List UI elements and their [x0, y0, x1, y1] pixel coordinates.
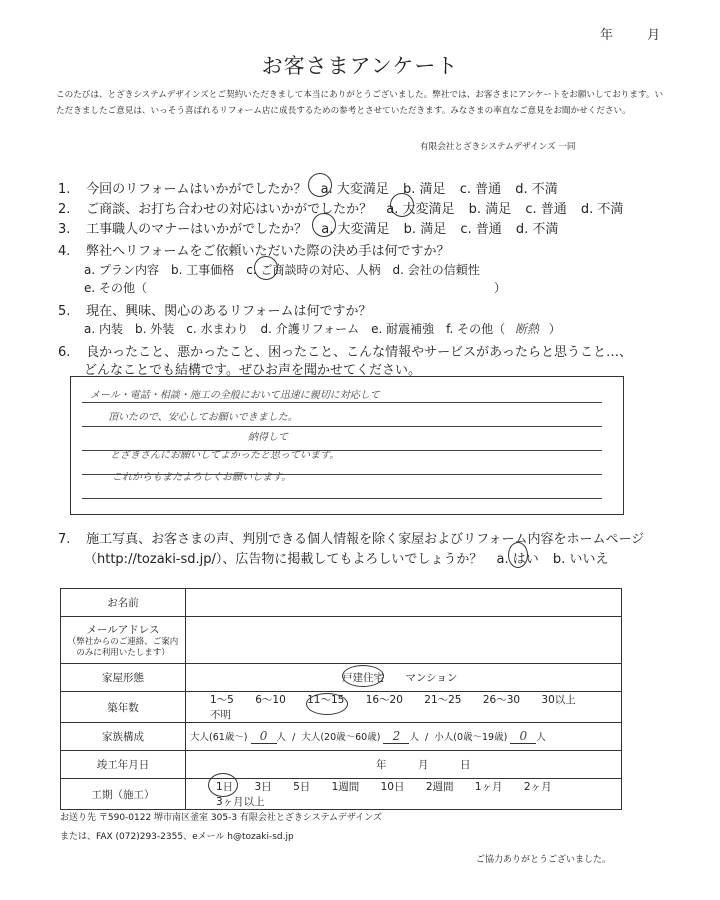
- question-7-line-2: [84, 548, 608, 567]
- question-text: ご商談、お打ち合わせの対応はいかがでしたか？: [86, 202, 373, 217]
- option-b[interactable]: b. 満足: [403, 222, 447, 237]
- option-d[interactable]: d. 不満: [515, 182, 558, 197]
- handwritten-line-4: とざきさんにお願いしてよかったと思っています。: [110, 450, 340, 461]
- option-no[interactable]: b. いいえ: [552, 552, 609, 567]
- q5-handwritten-answer: 断熱: [514, 322, 539, 336]
- answer-line: [82, 498, 602, 499]
- q4-options[interactable]: a. プラン内容 b. 工事価格 c. ご商談時の対応、人柄 d. 会社の信頼性: [84, 263, 480, 277]
- age-option[interactable]: 21～25: [424, 694, 462, 706]
- question-5: [58, 300, 372, 319]
- age-option[interactable]: 30以上: [541, 694, 576, 706]
- period-option[interactable]: 1週間: [331, 781, 360, 793]
- selection-circle: [342, 665, 384, 687]
- table-row: [61, 589, 622, 617]
- option-c[interactable]: c. 普通: [525, 202, 567, 217]
- email-label: メールアドレス: [86, 623, 160, 636]
- intro-text: このたびは、とざきシステムデザインズとご契約いただきまして本当にありがとうございました。弊社では、お客さまにアンケートをお願いしております。いただきましたご意見は、いっそう喜ばれるリフォーム店に成長するための参考とさせていただきます。みなさまの率直なご意見をお聞かせください。: [56, 90, 664, 116]
- house-option[interactable]: マンション: [405, 672, 458, 684]
- q4-other-label: e. その他（: [84, 281, 148, 295]
- handwritten-line-1: メール・電話・相談・施工の全般において迅速に親切に対応して: [90, 390, 380, 401]
- adult-20-label: 大人(20歳～60歳): [301, 732, 381, 743]
- adult-61-label: 大人(61歳～): [190, 732, 248, 743]
- question-number: 3.: [58, 222, 71, 237]
- selection-circle: [508, 542, 528, 568]
- handwritten-line-5: これからもまたよろしくお願いします。: [112, 472, 292, 483]
- table-row: [61, 617, 622, 664]
- table-row: [61, 664, 622, 692]
- option-yes[interactable]: a. はい: [496, 552, 539, 567]
- selection-circle: [306, 693, 348, 715]
- unit: 人: [276, 732, 287, 743]
- handwritten-line-2: 頂いたので、安心してお願いできました。: [108, 412, 298, 423]
- question-number: 6.: [58, 345, 71, 360]
- child-label: 小人(0歳～19歳): [434, 732, 508, 743]
- question-number: 2.: [58, 202, 71, 217]
- thanks-text: ご協力ありがとうございました。: [476, 855, 612, 865]
- unit: 人: [536, 732, 546, 743]
- q6-line-2: どんなことでも結構です。ぜひお声を聞かせてください。: [84, 363, 421, 378]
- company-signature: 有限会社とざきシステムデザインズ 一同: [420, 142, 576, 152]
- age-option[interactable]: 16～20: [365, 694, 403, 706]
- selection-circle: [390, 193, 414, 217]
- period-option[interactable]: 5日: [293, 781, 311, 793]
- option-a[interactable]: a. 大変満足: [320, 182, 389, 197]
- question-number: 4.: [58, 244, 71, 259]
- option-d[interactable]: d. 不満: [515, 222, 559, 237]
- option-c[interactable]: c. 普通: [460, 222, 502, 237]
- question-text: 現在、興味、関心のあるリフォームは何ですか？: [86, 304, 372, 319]
- q5-options[interactable]: [84, 320, 561, 337]
- adult-20-value[interactable]: 2: [383, 729, 409, 744]
- q5-options-label: a. 内装 b. 外装 c. 水まわり d. 介護リフォーム e. 耐震補強 f. その他（: [84, 322, 506, 336]
- age-option[interactable]: 不明: [210, 709, 231, 721]
- question-number: 5.: [58, 304, 71, 319]
- question-text: 今回のリフォームはいかがでしたか？: [86, 182, 307, 197]
- email-note: （弊社からのご連絡、ご案内のみに利用いたします）: [67, 636, 179, 658]
- child-value[interactable]: 0: [510, 729, 536, 744]
- year-label: 年: [600, 28, 614, 43]
- selection-circle: [254, 256, 278, 280]
- question-2: [58, 198, 623, 217]
- building-age-options: [186, 692, 622, 723]
- house-type-label: 家屋形態: [61, 664, 186, 692]
- option-a[interactable]: a. 大変満足: [321, 222, 390, 237]
- option-b[interactable]: b. 満足: [468, 202, 512, 217]
- answer-line: [82, 402, 602, 403]
- option-d[interactable]: d. 不満: [580, 202, 624, 217]
- selection-circle: [308, 173, 332, 197]
- house-type-options: [186, 664, 622, 692]
- question-number: 1.: [58, 182, 71, 197]
- question-6: [58, 341, 632, 360]
- question-text: 施工写真、お客さまの声、判別できる個人情報を除く家屋およびリフォーム内容をホームページ: [86, 532, 645, 547]
- question-number: 7.: [58, 532, 71, 547]
- adult-61-value[interactable]: 0: [251, 729, 277, 744]
- question-4: [58, 240, 450, 259]
- table-row: [61, 779, 622, 810]
- answer-line: [82, 426, 602, 427]
- period-option[interactable]: 1ヶ月: [474, 781, 503, 793]
- page-title: お客さまアンケート: [261, 54, 459, 78]
- period-option[interactable]: 2週間: [425, 781, 454, 793]
- family-composition: 大人(61歳～) 0 人 / 大人(20歳～60歳) 2 人 / 小人(0歳～19歳) 0 人: [186, 723, 622, 751]
- question-text: 工事職人のマナーはいかがでしたか？: [86, 222, 308, 237]
- period-option[interactable]: 2ヶ月: [523, 781, 552, 793]
- q5-close: ）: [548, 322, 561, 336]
- age-option[interactable]: 1～5: [210, 694, 234, 706]
- period-option[interactable]: 3ヶ月以上: [216, 796, 265, 808]
- table-row: [61, 723, 622, 751]
- question-text: 良かったこと、悪かったこと、困ったこと、こんな情報やサービスがあったらと思うこと…、: [86, 345, 633, 360]
- selection-circle: [208, 773, 238, 797]
- q4-other[interactable]: [84, 279, 147, 296]
- building-age-label: 築年数: [61, 692, 186, 723]
- q4-other-close: ）: [494, 281, 507, 295]
- footer-address: お送り先 〒590-0122 堺市南区釜室 305-3 有限会社とざきシステムデザインズ: [60, 813, 382, 823]
- table-row: [61, 751, 622, 779]
- name-field[interactable]: [186, 589, 622, 617]
- email-field[interactable]: [186, 617, 622, 664]
- house-option[interactable]: 戸建住宅: [342, 672, 384, 684]
- unit: 人: [409, 732, 419, 743]
- footer-contact: または、FAX (072)293-2355、eメール h@tozaki-sd.jp: [60, 832, 294, 842]
- month-label: 月: [647, 28, 661, 43]
- name-label: お名前: [61, 589, 186, 617]
- construction-period-label: 工期（施工）: [61, 779, 186, 810]
- date-field: [560, 24, 660, 43]
- option-a[interactable]: a. 大変満足: [386, 202, 455, 217]
- period-option[interactable]: 3日: [254, 781, 272, 793]
- option-c[interactable]: c. 普通: [459, 182, 502, 197]
- question-text-2: （http://tozaki-sd.jp/）、広告物に掲載してもよろしいでしょうか？: [84, 552, 483, 567]
- family-label: 家族構成: [61, 723, 186, 751]
- period-option[interactable]: 1日: [216, 781, 234, 793]
- handwritten-line-3: 納得して: [248, 432, 288, 443]
- question-3: [58, 218, 558, 237]
- completion-date-field[interactable]: 年 月 日: [186, 751, 622, 779]
- selection-circle: [312, 213, 336, 237]
- email-label-cell: [61, 617, 186, 664]
- period-option[interactable]: 10日: [380, 781, 405, 793]
- age-option[interactable]: 26～30: [482, 694, 521, 706]
- question-7: [58, 528, 644, 547]
- question-text: 弊社へリフォームをご依頼いただいた際の決め手は何ですか？: [86, 244, 450, 259]
- age-option[interactable]: 11～15: [307, 694, 345, 706]
- age-option[interactable]: 6～10: [255, 694, 286, 706]
- completion-date-label: 竣工年月日: [61, 751, 186, 779]
- construction-period-options: [186, 779, 622, 810]
- option-b[interactable]: b. 満足: [403, 182, 446, 197]
